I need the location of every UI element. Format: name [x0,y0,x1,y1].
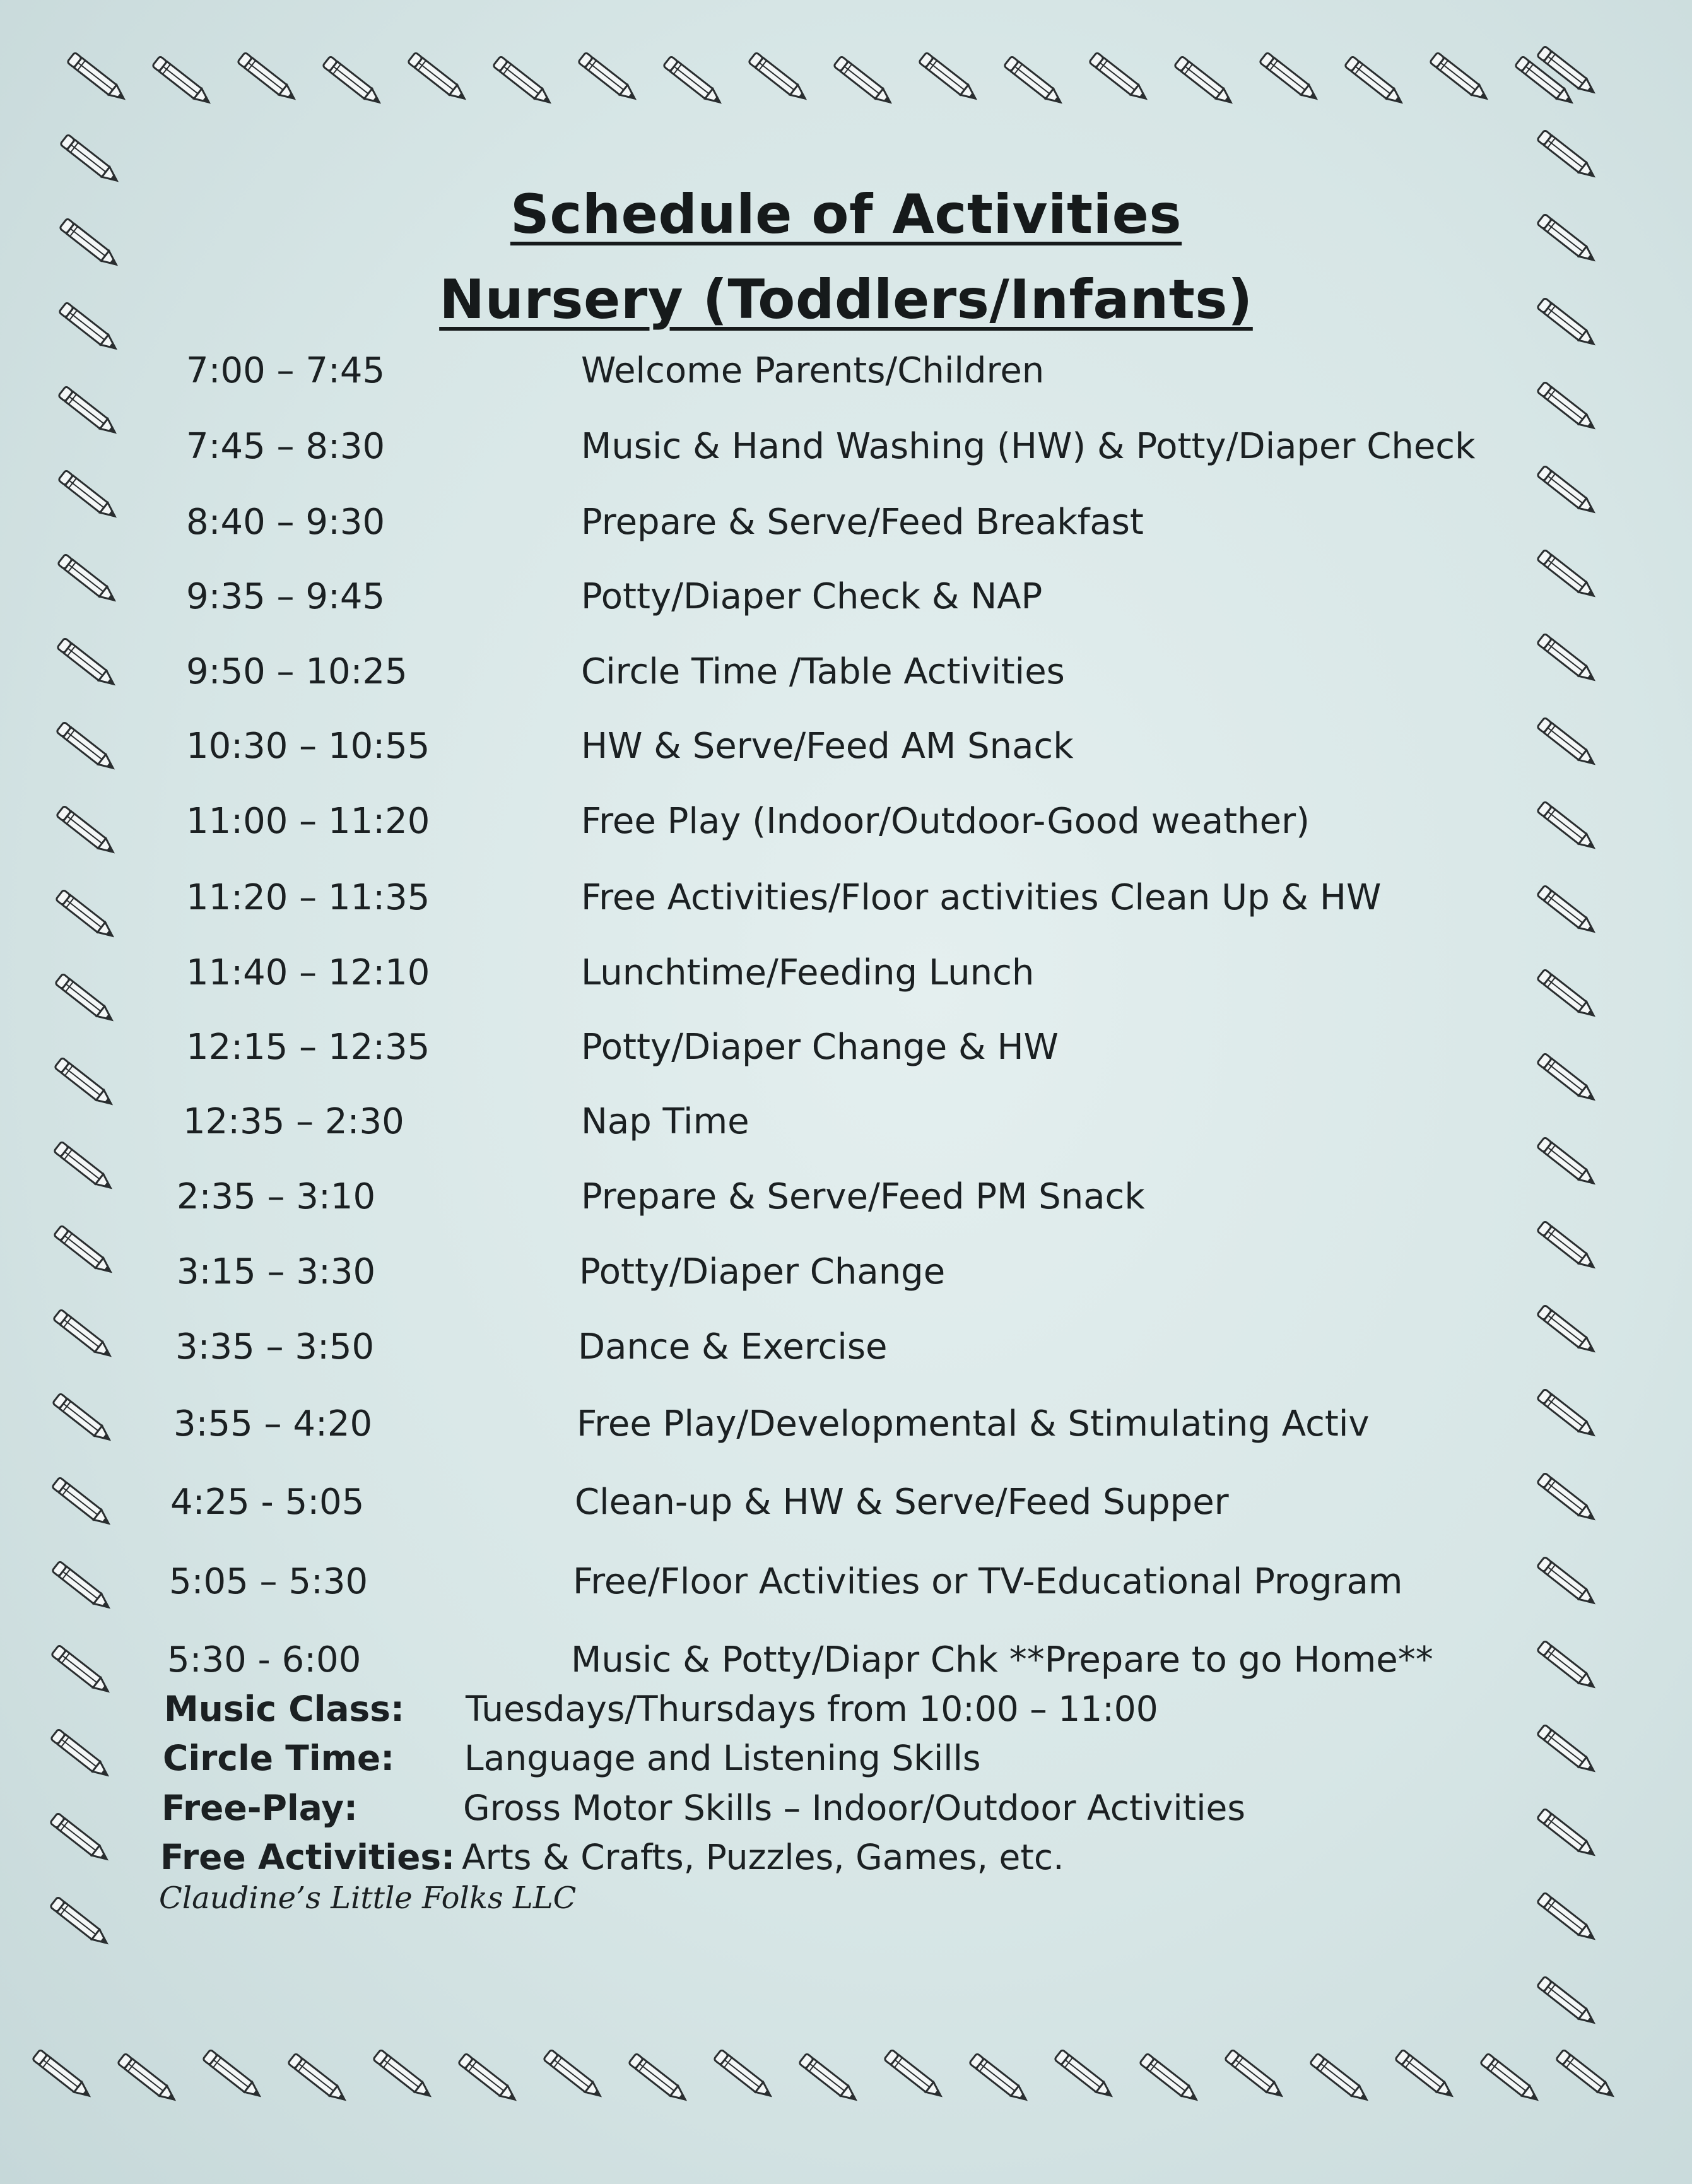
pencil-icon [42,1803,120,1874]
pencil-icon [1529,1379,1607,1450]
pencil-icon [1529,1631,1607,1702]
pencil-icon [570,43,648,114]
pencil-icon [59,43,137,114]
pencil-icon [825,47,903,117]
schedule-time: 9:35 – 9:45 [186,576,385,617]
pencil-icon [1548,2040,1626,2111]
pencil-icon [365,2040,443,2111]
pencil-icon [45,1132,124,1203]
schedule-activity: Welcome Parents/Children [581,350,1045,391]
pencil-icon [42,1720,120,1790]
pencil-icon [1301,2044,1380,2115]
schedule-activity: Nap Time [581,1101,749,1142]
pencil-icon [47,964,125,1035]
pencil-icon [47,796,126,867]
pencil-icon [655,47,733,117]
pencil-icon [996,47,1074,117]
schedule-time: 5:05 – 5:30 [169,1561,368,1602]
schedule-activity: Potty/Diaper Change & HW [581,1027,1059,1068]
note-text: Arts & Crafts, Puzzles, Games, etc. [462,1837,1064,1877]
schedule-activity: Prepare & Serve/Feed Breakfast [581,502,1144,543]
pencil-icon [1529,708,1607,779]
note-text: Tuesdays/Thursdays from 10:00 – 11:00 [466,1689,1158,1729]
pencil-icon [1529,1967,1607,2038]
pencil-icon [1529,624,1607,695]
pencil-icon [47,880,126,951]
pencil-icon [1529,1547,1607,1618]
pencil-icon [1251,43,1329,114]
pencil-icon [1387,2040,1465,2111]
pencil-icon [1529,372,1607,443]
pencil-icon [1529,456,1607,527]
pencil-icon [279,2044,358,2115]
pencil-icon [1529,1799,1607,1870]
pencil-icon [1529,121,1607,191]
pencil-icon [876,2040,954,2111]
note-text: Gross Motor Skills – Indoor/Outdoor Activities [463,1788,1245,1828]
pencil-icon [620,2044,698,2115]
pencil-icon [1529,792,1607,863]
pencil-icon [49,545,127,615]
pencil-icon [1421,43,1500,114]
pencil-icon [229,43,307,114]
pencil-icon [1166,47,1244,117]
schedule-activity: Clean-up & HW & Serve/Feed Supper [575,1482,1229,1523]
pencil-icon [44,1384,122,1455]
schedule-time: 7:45 – 8:30 [186,426,385,467]
page-subtitle: Nursery (Toddlers/Infants) [439,268,1253,331]
schedule-time: 12:15 – 12:35 [186,1027,430,1068]
pencil-icon [46,1048,124,1119]
schedule-time: 8:40 – 9:30 [186,502,385,543]
schedule-time: 3:35 – 3:50 [175,1326,375,1367]
pencil-icon [49,629,127,699]
pencil-icon [44,1468,122,1538]
note-label: Music Class: [164,1689,405,1729]
schedule-activity: Music & Potty/Diapr Chk **Prepare to go Home** [571,1639,1433,1680]
pencil-icon [961,2044,1039,2115]
pencil-icon [1336,47,1414,117]
pencil-icon [450,2044,528,2115]
pencil-icon [399,43,478,114]
pencil-icon [1529,1044,1607,1114]
pencil-icon [109,2044,187,2115]
pencil-icon [314,47,392,117]
schedule-activity: Music & Hand Washing (HW) & Potty/Diaper Check [581,426,1476,467]
schedule-time: 11:20 – 11:35 [186,877,430,918]
schedule-activity: Free/Floor Activities or TV-Educational Program [573,1561,1403,1602]
pencil-icon [1081,43,1159,114]
schedule-time: 3:15 – 3:30 [177,1251,376,1292]
note-text: Language and Listening Skills [464,1738,981,1778]
schedule-activity: Free Play/Developmental & Stimulating Activ [577,1403,1370,1444]
pencil-icon [1529,1883,1607,1954]
pencil-icon [43,1636,121,1706]
pencil-icon [1529,876,1607,947]
pencil-icon [48,712,126,783]
schedule-time: 11:00 – 11:20 [186,801,430,842]
pencil-icon [910,43,989,114]
note-label: Circle Time: [163,1738,395,1778]
pencil-icon [1216,2040,1295,2111]
pencil-icon [24,2040,102,2111]
pencil-icon [45,1216,124,1287]
pencil-icon [1046,2040,1124,2111]
schedule-time: 4:25 - 5:05 [170,1482,365,1523]
pencil-icon [1529,1128,1607,1198]
pencil-icon [45,1300,123,1371]
pencil-icon [194,2040,273,2111]
note-label: Free-Play: [162,1788,358,1828]
schedule-activity: Potty/Diaper Change [579,1251,946,1292]
pencil-icon [535,2040,613,2111]
schedule-time: 5:30 - 6:00 [167,1639,361,1680]
schedule-time: 7:00 – 7:45 [186,350,385,391]
schedule-activity: Lunchtime/Feeding Lunch [581,952,1035,993]
pencil-icon [50,377,128,447]
schedule-time: 12:35 – 2:30 [183,1101,404,1142]
schedule-activity: Prepare & Serve/Feed PM Snack [581,1176,1145,1217]
schedule-time: 10:30 – 10:55 [186,726,430,767]
pencil-icon [1529,1212,1607,1282]
schedule-activity: Potty/Diaper Check & NAP [581,576,1043,617]
pencil-icon [41,1887,119,1958]
schedule-activity: Dance & Exercise [578,1326,888,1367]
pencil-icon [790,2044,869,2115]
pencil-icon [1529,540,1607,611]
footer-signature: Claudine’s Little Folks LLC [159,1880,577,1916]
pencil-icon [1529,1296,1607,1366]
pencil-icon [740,43,818,114]
schedule-activity: HW & Serve/Feed AM Snack [581,726,1074,767]
pencil-icon [144,47,222,117]
pencil-icon [44,1552,122,1622]
schedule-time: 9:50 – 10:25 [186,651,408,692]
schedule-activity: Free Play (Indoor/Outdoor-Good weather) [581,801,1310,842]
schedule-time: 3:55 – 4:20 [173,1403,373,1444]
pencil-icon [1529,1463,1607,1534]
schedule-time: 11:40 – 12:10 [186,952,430,993]
pencil-icon [485,47,563,117]
note-label: Free Activities: [160,1837,455,1877]
page-title: Schedule of Activities [510,183,1182,246]
pencil-icon [1529,1715,1607,1786]
schedule-activity: Circle Time /Table Activities [581,651,1065,692]
pencil-icon [1472,2044,1550,2115]
schedule-time: 2:35 – 3:10 [177,1176,376,1217]
pencil-icon [705,2040,784,2111]
pencil-icon [50,461,128,531]
pencil-icon [1131,2044,1209,2115]
pencil-icon [1529,960,1607,1030]
schedule-activity: Free Activities/Floor activities Clean Up & HW [581,877,1382,918]
